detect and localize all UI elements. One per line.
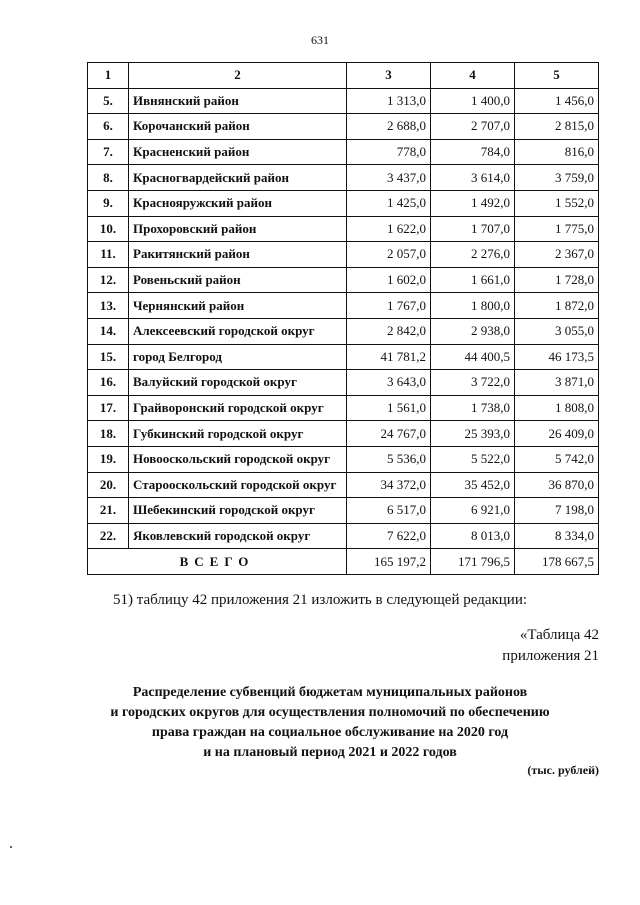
row-number: 13. (88, 293, 129, 319)
value-2021: 1 800,0 (431, 293, 515, 319)
table-row (88, 293, 599, 319)
row-number: 14. (88, 318, 129, 344)
row-number: 10. (88, 216, 129, 242)
value-2022: 1 728,0 (515, 267, 599, 293)
value-2021: 8 013,0 (431, 523, 515, 549)
value-2020: 3 437,0 (347, 165, 431, 191)
value-2022: 1 872,0 (515, 293, 599, 319)
row-number: 15. (88, 344, 129, 370)
table-row (88, 370, 599, 396)
margin-dot (10, 846, 12, 848)
table-reference-line1: «Таблица 42 (519, 627, 599, 643)
table-row (88, 472, 599, 498)
value-2022: 3 055,0 (515, 318, 599, 344)
table-row (88, 523, 599, 549)
value-2020: 1 313,0 (347, 88, 431, 114)
value-2022: 1 456,0 (515, 88, 599, 114)
value-2022: 2 367,0 (515, 242, 599, 268)
value-2020: 778,0 (347, 139, 431, 165)
value-2022: 8 334,0 (515, 523, 599, 549)
municipality-name: Алексеевский городской округ (129, 318, 347, 344)
row-number: 18. (88, 421, 129, 447)
value-2020: 24 767,0 (347, 421, 431, 447)
value-2022: 1 775,0 (515, 216, 599, 242)
row-number: 22. (88, 523, 129, 549)
document-title (60, 683, 600, 763)
value-2021: 1 707,0 (431, 216, 515, 242)
value-2021: 3 614,0 (431, 165, 515, 191)
table-row (88, 114, 599, 140)
municipality-name: Новооскольский городской округ (129, 446, 347, 472)
municipality-name: Красненский район (129, 139, 347, 165)
row-number: 20. (88, 472, 129, 498)
value-2021: 784,0 (431, 139, 515, 165)
value-2020: 7 622,0 (347, 523, 431, 549)
value-2021: 25 393,0 (431, 421, 515, 447)
value-2022: 1 552,0 (515, 190, 599, 216)
table-row (88, 498, 599, 524)
table-row (88, 216, 599, 242)
title-line: права граждан на социальное обслуживание на 2020 год (151, 725, 509, 740)
value-2021: 44 400,5 (431, 344, 515, 370)
table-row (88, 344, 599, 370)
total-row (88, 549, 599, 575)
page-number: 631 (311, 33, 329, 47)
row-number: 12. (88, 267, 129, 293)
value-2020: 3 643,0 (347, 370, 431, 396)
value-2020: 2 057,0 (347, 242, 431, 268)
municipality-name: город Белгород (129, 344, 347, 370)
value-2020: 2 688,0 (347, 114, 431, 140)
column-header-4: 4 (431, 63, 515, 89)
value-2022: 5 742,0 (515, 446, 599, 472)
units-label: (тыс. рублей) (527, 763, 599, 777)
value-2020: 34 372,0 (347, 472, 431, 498)
value-2021: 1 400,0 (431, 88, 515, 114)
value-2022: 816,0 (515, 139, 599, 165)
table-row (88, 242, 599, 268)
value-2022: 7 198,0 (515, 498, 599, 524)
row-number: 8. (88, 165, 129, 191)
value-2022: 3 759,0 (515, 165, 599, 191)
value-2020: 1 425,0 (347, 190, 431, 216)
value-2021: 2 707,0 (431, 114, 515, 140)
value-2020: 1 622,0 (347, 216, 431, 242)
value-2022: 3 871,0 (515, 370, 599, 396)
value-2022: 26 409,0 (515, 421, 599, 447)
value-2021: 2 276,0 (431, 242, 515, 268)
row-number: 9. (88, 190, 129, 216)
column-header-2: 2 (129, 63, 347, 89)
row-number: 21. (88, 498, 129, 524)
value-2022: 36 870,0 (515, 472, 599, 498)
row-number: 17. (88, 395, 129, 421)
municipality-name: Прохоровский район (129, 216, 347, 242)
table-header-row (88, 63, 599, 89)
municipality-name: Ивнянский район (129, 88, 347, 114)
municipality-name: Красногвардейский район (129, 165, 347, 191)
row-number: 19. (88, 446, 129, 472)
municipality-name: Краснояружский район (129, 190, 347, 216)
municipality-name: Старооскольский городской округ (129, 472, 347, 498)
table-reference (502, 625, 599, 667)
municipality-name: Ровеньский район (129, 267, 347, 293)
column-header-3: 3 (347, 63, 431, 89)
amendment-instruction: 51) таблицу 42 приложения 21 изложить в следующей редакции: (113, 592, 528, 608)
municipality-name: Шебекинский городской округ (129, 498, 347, 524)
table-reference-line2: приложения 21 (502, 648, 599, 664)
table-row (88, 421, 599, 447)
value-2022: 46 173,5 (515, 344, 599, 370)
title-line: и городских округов для осуществления полномочий по обеспечению (110, 705, 550, 720)
municipality-name: Грайворонский городской округ (129, 395, 347, 421)
value-2021: 1 492,0 (431, 190, 515, 216)
value-2021: 6 921,0 (431, 498, 515, 524)
municipality-name: Яковлевский городской округ (129, 523, 347, 549)
total-2020: 165 197,2 (347, 549, 431, 575)
value-2021: 1 661,0 (431, 267, 515, 293)
value-2021: 3 722,0 (431, 370, 515, 396)
value-2022: 2 815,0 (515, 114, 599, 140)
municipality-name: Чернянский район (129, 293, 347, 319)
total-2021: 171 796,5 (431, 549, 515, 575)
table-row (88, 165, 599, 191)
value-2020: 1 602,0 (347, 267, 431, 293)
municipality-name: Губкинский городской округ (129, 421, 347, 447)
row-number: 16. (88, 370, 129, 396)
table-row (88, 88, 599, 114)
table-row (88, 190, 599, 216)
municipality-name: Ракитянский район (129, 242, 347, 268)
table-row (88, 446, 599, 472)
table-row (88, 267, 599, 293)
title-line: Распределение субвенций бюджетам муниципальных районов (132, 685, 528, 700)
value-2020: 1 767,0 (347, 293, 431, 319)
value-2020: 5 536,0 (347, 446, 431, 472)
title-line: и на плановый период 2021 и 2022 годов (203, 745, 457, 760)
table-row (88, 395, 599, 421)
value-2021: 1 738,0 (431, 395, 515, 421)
total-label: ВСЕГО (88, 549, 347, 575)
value-2020: 41 781,2 (347, 344, 431, 370)
value-2020: 2 842,0 (347, 318, 431, 344)
row-number: 11. (88, 242, 129, 268)
value-2020: 6 517,0 (347, 498, 431, 524)
municipality-name: Корочанский район (129, 114, 347, 140)
value-2022: 1 808,0 (515, 395, 599, 421)
value-2021: 5 522,0 (431, 446, 515, 472)
table-row (88, 139, 599, 165)
column-header-5: 5 (515, 63, 599, 89)
value-2020: 1 561,0 (347, 395, 431, 421)
row-number: 7. (88, 139, 129, 165)
value-2021: 2 938,0 (431, 318, 515, 344)
municipality-name: Валуйский городской округ (129, 370, 347, 396)
row-number: 5. (88, 88, 129, 114)
subsidies-table (87, 62, 599, 575)
table-row (88, 318, 599, 344)
total-2022: 178 667,5 (515, 549, 599, 575)
row-number: 6. (88, 114, 129, 140)
column-header-1: 1 (88, 63, 129, 89)
value-2021: 35 452,0 (431, 472, 515, 498)
